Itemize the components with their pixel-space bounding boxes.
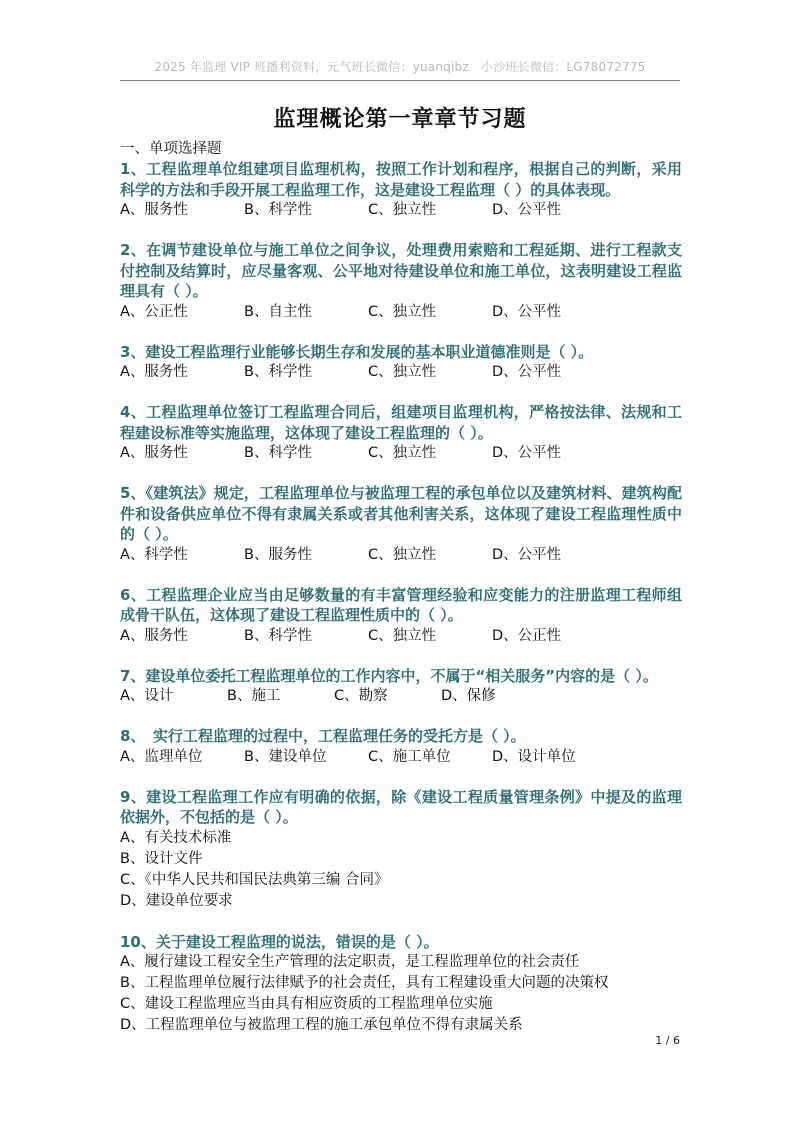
question-stem: 9、建设工程监理工作应有明确的依据，除《建设工程质量管理条例》中提及的监理依据外，不包括的是（ ）。	[120, 787, 682, 826]
question-stem: 1、工程监理单位组建项目监理机构，按照工作计划和程序，根据自己的判断，采用科学的方法和手段开展工程监理工作，这是建设工程监理（ ）的具体表现。	[120, 160, 682, 199]
question-stem: 8、 实行工程监理的过程中，工程监理任务的受托方是（ ）。	[120, 727, 526, 745]
option-c: C、独立性	[368, 627, 437, 644]
option-b: B、科学性	[244, 364, 312, 380]
option-list	[120, 952, 682, 1036]
option-d: D、公平性	[492, 303, 562, 320]
option-row	[120, 545, 682, 565]
option-b: B、工程监理单位履行法律赋予的社会责任，具有工程建设重大问题的决策权	[120, 975, 609, 991]
option-row	[120, 747, 682, 767]
option-a: A、有关技术标准	[120, 829, 232, 846]
option-a: A、服务性	[120, 364, 188, 380]
option-a: A、设计	[120, 688, 174, 704]
option-row	[120, 362, 682, 382]
question-stem: 2、在调节建设单位与施工单位之间争议，处理费用索赔和工程延期、进行工程款支付控制及结算时，应尽量客观、公平地对待建设单位和施工单位，这表明建设工程监理具有（ ）。	[120, 241, 682, 300]
option-c: C、建设工程监理应当由具有相应资质的工程监理单位实施	[120, 996, 493, 1012]
document-body	[120, 139, 682, 1056]
option-b: B、服务性	[244, 546, 312, 563]
question-stem: 10、关于建设工程监理的说法，错误的是（ ）。	[120, 932, 439, 951]
option-a: A、履行建设工程安全生产管理的法定职责，是工程监理单位的社会责任	[120, 954, 580, 970]
option-c: C、施工单位	[368, 748, 451, 765]
question-6	[120, 585, 682, 646]
header-divider	[120, 80, 680, 81]
question-stem: 3、建设工程监理行业能够长期生存和发展的基本职业道德准则是（ ）。	[120, 342, 594, 361]
question-3	[120, 342, 682, 383]
option-b: B、施工	[227, 688, 281, 704]
option-list	[120, 828, 682, 912]
option-c: C、独立性	[368, 364, 437, 380]
option-d: D、公正性	[492, 627, 562, 644]
question-8	[120, 726, 682, 767]
option-c: C、独立性	[368, 445, 437, 461]
question-stem: 5、《建筑法》规定，工程监理单位与被监理工程的承包单位以及建筑材料、建筑构配件和设备供应单位不得有隶属关系或者其他利害关系，这体现了建设工程监理性质中的（ ）。	[120, 484, 682, 543]
option-d: D、建设单位要求	[120, 892, 233, 909]
page-header-watermark: 2025 年监理 VIP 班播利资料，元气班长微信：yuanqibz 小沙班长微信：LG78072775	[154, 60, 646, 74]
question-stem: 6、工程监理企业应当由足够数量的有丰富管理经验和应变能力的注册监理工程师组成骨干队伍，这体现了建设工程监理性质中的（ ）。	[120, 585, 682, 624]
page-title: 监理概论第一章章节习题	[273, 107, 527, 132]
option-d: D、公平性	[492, 202, 562, 218]
question-stem: 7、建设单位委托工程监理单位的工作内容中，不属于“相关服务”内容的是（ ）。	[120, 666, 658, 685]
question-7	[120, 666, 682, 707]
option-d: D、公平性	[492, 445, 562, 461]
option-b: B、科学性	[244, 445, 312, 461]
question-2	[120, 240, 682, 322]
option-a: A、服务性	[120, 202, 188, 218]
option-c: C、独立性	[368, 202, 437, 218]
option-d: D、设计单位	[492, 748, 576, 765]
option-c: C、独立性	[368, 546, 437, 563]
option-d: D、公平性	[492, 546, 562, 563]
option-a: A、公正性	[120, 303, 188, 320]
option-d: D、工程监理单位与被监理工程的施工承包单位不得有隶属关系	[120, 1017, 523, 1033]
option-c: C、独立性	[368, 303, 437, 320]
page-number: 1 / 6	[655, 1034, 680, 1047]
question-1	[120, 159, 682, 220]
option-a: A、服务性	[120, 445, 188, 461]
option-d: D、保修	[441, 688, 496, 704]
option-b: B、建设单位	[244, 748, 327, 765]
question-9	[120, 787, 682, 912]
option-b: B、科学性	[244, 627, 312, 644]
option-a: A、监理单位	[120, 748, 203, 765]
option-d: D、公平性	[492, 364, 562, 380]
option-row	[120, 302, 682, 322]
option-row	[120, 200, 682, 220]
option-b: B、设计文件	[120, 850, 203, 867]
question-4	[120, 402, 682, 463]
option-b: B、自主性	[244, 303, 312, 320]
question-5	[120, 483, 682, 565]
option-row	[120, 443, 682, 463]
option-row	[120, 686, 682, 706]
question-10	[120, 932, 682, 1037]
question-stem: 4、工程监理单位签订工程监理合同后，组建项目监理机构，严格按法律、法规和工程建设标准等实施监理，这体现了建设工程监理的（ ）。	[120, 403, 682, 442]
option-b: B、科学性	[244, 202, 312, 218]
option-c: C、《中华人民共和国民法典第三编 合同》	[120, 871, 389, 888]
option-row	[120, 626, 682, 646]
section-heading: 一、单项选择题	[120, 141, 222, 157]
option-c: C、勘察	[334, 688, 388, 704]
option-a: A、科学性	[120, 546, 188, 563]
option-a: A、服务性	[120, 627, 188, 644]
